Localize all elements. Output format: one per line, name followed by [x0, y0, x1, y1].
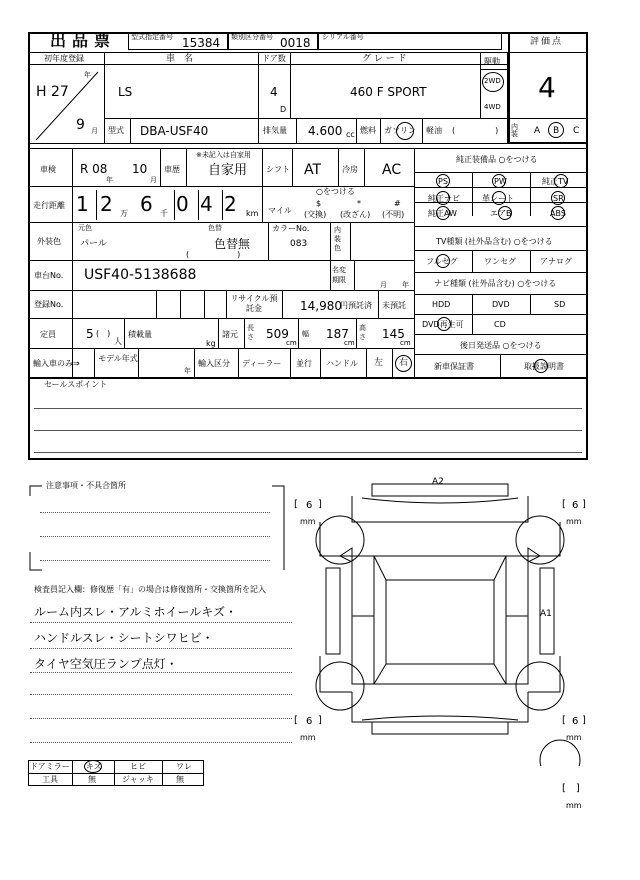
chassis-no: USF40-5138688: [84, 267, 197, 283]
tread-rl-mm: mm: [300, 733, 316, 742]
tread-rr-mm: mm: [566, 733, 582, 742]
capacity-value: 5: [86, 327, 94, 341]
equip-aw-circle: [436, 206, 450, 220]
orig-color-label: 元色: [78, 224, 92, 232]
navi-hdd: HDD: [432, 300, 451, 309]
load-label: 積載量: [128, 330, 152, 339]
width-cm: cm: [344, 339, 355, 347]
color-name-label: 色替: [208, 224, 222, 232]
inspector-note: 検査員記入欄：修復歴「有」の場合は修復箇所・交換箇所を記入: [34, 585, 266, 594]
navi-dvd-play-circle: [437, 317, 451, 331]
mirror-crack: ヒビ: [130, 762, 146, 771]
length-value: 509: [266, 327, 289, 341]
name-change-label: 名変期限: [332, 266, 346, 284]
tamper-label: (改ざん): [340, 210, 371, 219]
designation-label: 型式指定番号: [131, 33, 173, 41]
month-unit: 月: [91, 127, 98, 135]
swap-label: (交換): [304, 210, 327, 219]
height-value: 145: [382, 327, 405, 341]
tread-bracket-rl: [: [294, 715, 298, 726]
unknown-symbol: #: [394, 199, 401, 208]
name-change-year: 年: [402, 281, 409, 289]
length-label: 長さ: [247, 324, 254, 341]
navi-cd: CD: [494, 320, 506, 329]
damage-mark-front: A2: [432, 477, 444, 487]
class-no: 0018: [280, 36, 311, 50]
handle-left: 左: [374, 358, 384, 368]
note-line-2: ハンドルスレ・シートシワヒビ・: [34, 631, 214, 645]
recycle-label: リサイクル預託金: [230, 294, 278, 313]
equip-leather: 革シート: [482, 194, 514, 203]
capacity-unit: 人: [114, 337, 122, 346]
tools-label: 工具: [42, 775, 58, 784]
mirror-label: ドアミラー: [30, 762, 70, 771]
parallel-option: 並行: [296, 359, 312, 368]
inspection-month-unit: 月: [150, 176, 157, 184]
type-label: 型式: [108, 126, 124, 135]
after-title: 後日発送品 ○をつける: [460, 341, 542, 350]
page-title: 出品票: [50, 31, 117, 50]
note-line-1: ルーム内スレ・アルミホイールキズ・: [34, 605, 238, 619]
mileage-digit: 0: [176, 192, 189, 216]
mile-label: マイル: [268, 206, 292, 215]
ac-value: AC: [382, 162, 402, 178]
handle-right-circle: [395, 355, 412, 372]
kg-unit: kg: [206, 339, 216, 348]
equip-sr: SR: [553, 194, 564, 203]
height-cm: cm: [400, 339, 411, 347]
equip-tv-circle: [554, 174, 568, 188]
mirror-break: ワレ: [176, 762, 192, 771]
interior-grade-b: B: [553, 126, 560, 136]
import-label: 輸入車のみ⇒: [33, 359, 80, 368]
jack-label: ジャッキ: [122, 775, 154, 784]
type-value: DBA-USF40: [140, 124, 209, 138]
name-change-month: 月: [380, 281, 387, 289]
notes-title: 注意事項・不具合箇所: [46, 481, 126, 490]
handle-right: 右: [399, 358, 409, 368]
inspection-year-unit: 年: [106, 176, 113, 184]
color-no-value: 083: [290, 239, 308, 249]
class-label: 類別区分番号: [231, 33, 273, 41]
fuel-other: ( ): [452, 126, 499, 135]
color-no-label: カラーNo.: [272, 224, 310, 233]
tread-bracket-fr-end: ]: [582, 499, 586, 510]
mileage-digit: 1: [76, 192, 89, 216]
model-name: LS: [118, 85, 133, 99]
mirror-scratch: キズ: [86, 762, 102, 771]
equipment-title: 純正装備品 ○をつける: [456, 155, 538, 164]
recycle-status: 円預託済: [340, 301, 372, 310]
equip-ps: PS: [438, 177, 448, 186]
width-label: 幅: [302, 330, 309, 338]
drive-label: 駆動: [484, 57, 500, 66]
equip-navi: 純正ナビ: [428, 194, 460, 203]
model-name-label: 車 名: [166, 54, 194, 64]
equip-pw-circle: [492, 174, 506, 188]
navi-sd: SD: [554, 300, 566, 309]
tools-value: 無: [88, 775, 96, 784]
equip-ps-circle: [436, 174, 450, 188]
mileage-mark-note: ○をつける: [316, 187, 355, 196]
doors-label: ドア数: [262, 54, 286, 63]
tread-fl: 6: [306, 500, 313, 511]
cc-unit: cc: [346, 130, 355, 139]
tread-bracket-fl: [: [294, 499, 298, 510]
capacity-paren: ( ): [96, 329, 111, 338]
equip-airbag: エアB: [490, 209, 512, 218]
after-manual-circle: [534, 359, 548, 373]
note-line-3: タイヤ空気圧ランプ点灯・: [34, 657, 178, 671]
mileage-sen: 千: [160, 209, 168, 218]
mileage-digit: 6: [140, 192, 153, 216]
recycle-unpaid: 未預託: [382, 301, 406, 310]
reg-label: 登録No.: [34, 300, 64, 309]
inspection-month: 10: [132, 162, 148, 176]
damage-mark-side: A1: [540, 609, 552, 619]
tread-bracket-fr: [: [562, 499, 566, 510]
first-reg-label: 初年度登録: [44, 54, 84, 63]
repaint-value: 色替無: [214, 237, 251, 251]
color-label: 外装色: [37, 237, 61, 246]
spare-mm: mm: [566, 801, 582, 810]
shift-value: AT: [304, 162, 322, 178]
length-cm: cm: [286, 339, 297, 347]
equip-abs: ABS: [550, 209, 566, 218]
tamper-symbol: *: [357, 199, 361, 208]
mileage-label: 走行距離: [33, 201, 65, 210]
navi-dvd-play: DVD再生可: [422, 320, 464, 329]
chassis-label: 車台No.: [34, 271, 64, 280]
fuel-gasoline-circle: [396, 122, 414, 140]
door-type: D: [280, 105, 287, 114]
drive-4wd: 4WD: [484, 103, 501, 111]
navi-title: ナビ種類 (社外品含む) ○をつける: [434, 279, 557, 288]
drive-2wd-circle: [482, 72, 504, 92]
shift-label: シフト: [266, 165, 290, 174]
equip-pw: PW: [494, 177, 507, 186]
tread-bracket-rr: [: [562, 715, 566, 726]
mileage-man: 万: [120, 209, 128, 218]
fuel-label: 燃料: [360, 126, 376, 135]
after-manual: 取扱説明書: [524, 362, 564, 371]
drive-2wd: 2WD: [484, 77, 501, 85]
first-reg-month: 9: [76, 117, 85, 133]
tread-rr: 6: [572, 716, 579, 727]
interior-grade-b-circle: [548, 122, 564, 138]
tread-bracket-rr-end: ]: [582, 715, 586, 726]
dealer-option: ディーラー: [242, 359, 282, 368]
car-diagram: [290, 476, 590, 766]
tread-fl-mm: mm: [300, 517, 316, 526]
color-paren: ( ): [186, 250, 241, 259]
doors-value: 4: [270, 85, 278, 99]
jack-value: 無: [176, 775, 184, 784]
inspection-label: 車検: [40, 165, 56, 174]
equip-abs-circle: [551, 206, 565, 220]
notes-bracket: [24, 482, 290, 576]
height-label: 高さ: [359, 324, 366, 341]
handle-label: ハンドル: [326, 359, 358, 368]
interior-color-label: 内装色: [334, 226, 341, 252]
orig-color-value: パール: [80, 239, 107, 249]
import-class-label: 輸入区分: [198, 359, 230, 368]
serial-label: シリアル番号: [322, 33, 364, 41]
grade-value: 460 F SPORT: [350, 85, 427, 99]
tv-fullseg-circle: [436, 254, 450, 268]
tread-rl: 6: [306, 716, 313, 727]
fuel-gasoline: ガソリン: [384, 126, 416, 135]
sales-points-label: セールスポイント: [44, 380, 108, 389]
spare-bracket: [ ]: [562, 783, 580, 794]
width-value: 187: [326, 327, 349, 341]
km-unit: km: [246, 209, 259, 218]
after-warranty: 新車保証書: [434, 362, 474, 371]
equip-airbag-circle: [498, 206, 512, 220]
tread-fr: 6: [572, 500, 579, 511]
tv-title: TV種類 (社外品含む) ○をつける: [436, 237, 553, 246]
year-unit: 年: [84, 71, 91, 79]
model-year-unit: 年: [184, 367, 191, 375]
interior-grade-c: C: [573, 126, 580, 136]
designation-no: 15384: [182, 36, 221, 50]
mileage-digit: 2: [100, 192, 113, 216]
mileage-digit: 2: [224, 192, 237, 216]
inspection-era: R 08: [80, 162, 108, 176]
recycle-amount: 14,980: [300, 299, 342, 313]
dims-label: 諸元: [222, 330, 238, 339]
history-note: ※未記入は自家用: [196, 151, 251, 159]
displacement-value: 4.600: [308, 124, 343, 138]
tv-analog: アナログ: [540, 257, 572, 266]
model-year-label: モデル年式: [98, 354, 138, 363]
ac-label: 冷房: [342, 165, 358, 174]
tread-bracket-fl-end: ]: [318, 499, 322, 510]
fuel-diesel: 軽油: [426, 126, 442, 135]
rating-label: 評価点: [530, 37, 564, 47]
equip-aw: 純正AW: [428, 209, 457, 218]
tv-fullseg: フルセグ: [426, 257, 458, 266]
interior-grade-a: A: [534, 126, 541, 136]
swap-symbol: $: [316, 199, 322, 208]
tv-oneseg: ワンセグ: [484, 257, 516, 266]
tread-bracket-rl-end: ]: [318, 715, 322, 726]
mirror-scratch-circle: [84, 760, 102, 773]
navi-dvd: DVD: [492, 300, 510, 309]
grade-label: グ レ ー ド: [362, 54, 407, 64]
displacement-label: 排気量: [263, 126, 287, 135]
first-reg-era: H 27: [36, 84, 69, 100]
equip-tv: 純正TV: [542, 177, 569, 186]
history-value: 自家用: [208, 163, 248, 178]
rating-value: 4: [538, 71, 556, 104]
interior-label: 内装: [511, 123, 518, 138]
mileage-digit: 4: [200, 192, 213, 216]
tread-fr-mm: mm: [566, 517, 582, 526]
capacity-label: 定員: [40, 330, 56, 339]
unknown-label: (不明): [382, 210, 405, 219]
history-label: 車歴: [164, 165, 180, 174]
